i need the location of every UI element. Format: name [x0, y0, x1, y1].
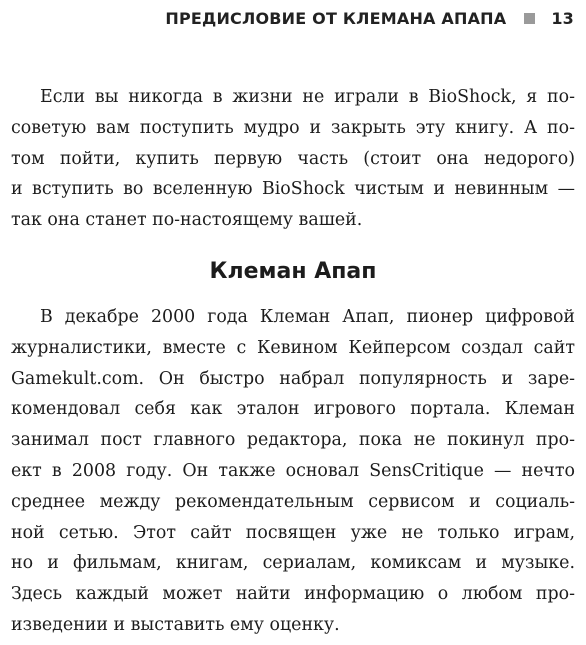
- paragraph-line: Здесь каждый может найти информацию о любом про-: [11, 584, 575, 605]
- paragraph-line: советую вам поступить мудро и закрыть эту книгу. А по-: [11, 117, 575, 138]
- paragraph-line: среднее между рекомендательным сервисом и социаль-: [11, 491, 575, 512]
- bio-paragraph: [11, 302, 575, 641]
- paragraph-line: так она станет по-настоящему вашей.: [11, 210, 363, 231]
- paragraph-line: изведении и выставить ему оценку.: [11, 614, 340, 635]
- running-header: [0, 6, 574, 30]
- paragraph-line: и вступить во вселенную BioShock чистым и невинным —: [11, 179, 575, 200]
- paragraph-line: комендовал себя как эталон игрового портала. Клеман: [11, 399, 575, 420]
- paragraph-line: В декабре 2000 года Клеман Апап, пионер цифровой: [40, 306, 575, 327]
- paragraph-line: ной сетью. Этот сайт посвящен уже не только играм,: [11, 522, 575, 543]
- paragraph-line: Gamekult.com. Он быстро набрал популярность и заре-: [11, 368, 575, 389]
- paragraph-line: но и фильмам, книгам, сериалам, комиксам и музыке.: [11, 553, 575, 574]
- running-header-title: ПРЕДИСЛОВИЕ ОТ КЛЕМАНА АПАПА: [165, 8, 507, 28]
- paragraph-line: занимал пост главного редактора, пока не покинул про-: [11, 430, 575, 451]
- page-body: [11, 82, 575, 641]
- paragraph-line: том пойти, купить первую часть (стоит она недорого): [11, 148, 575, 169]
- page-number: 13: [551, 8, 574, 28]
- paragraph-line: журналистики, вместе с Кевином Кейперсом создал сайт: [11, 337, 575, 358]
- paragraph-line: Если вы никогда в жизни не играли в BioShock, я по-: [40, 87, 575, 107]
- square-separator-icon: [524, 13, 535, 24]
- section-heading: Клеман Апап: [209, 258, 377, 284]
- intro-paragraph: [11, 82, 575, 236]
- paragraph-line: ект в 2008 году. Он также основал SensCritique — нечто: [11, 460, 575, 481]
